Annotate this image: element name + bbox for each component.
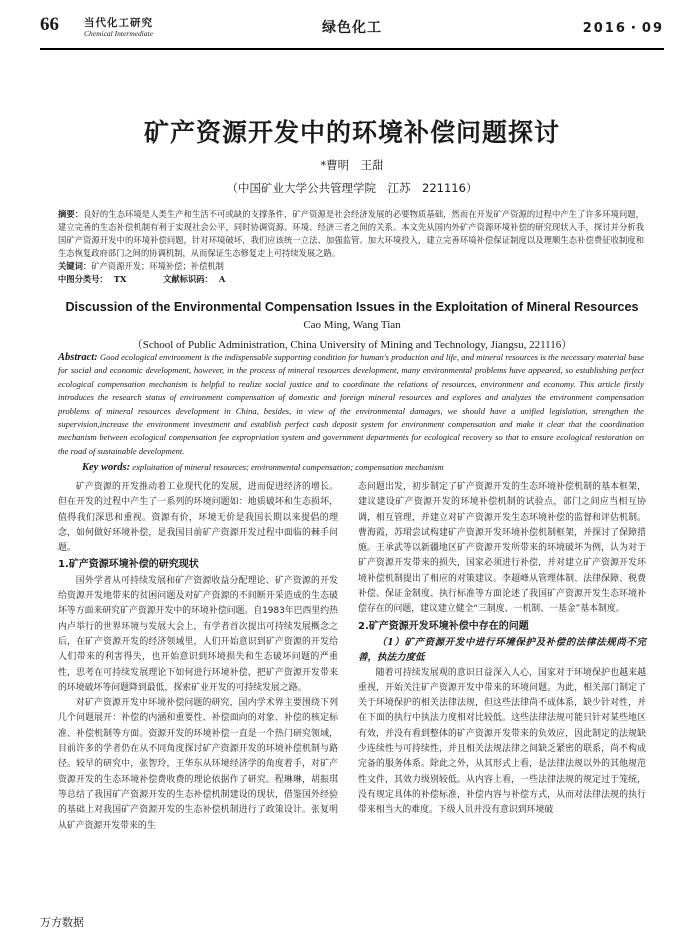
body-column-right (358, 480, 646, 819)
english-keywords-text: exploitation of mineral resources; environmental compensation; compensation mechanism (132, 462, 444, 472)
english-abstract-text: Good ecological environment is the indispensable supporting condition for human's production and life, and mineral resources is the necessary material base for social and economic development, however, in the process of mineral resources development, many environmental problems have appeared, so establishing perfect ecological compensation mechanism is helpful to realize social justice and to coordinate the relations of resources, environment and economy. This article firstly introduces the research status of environment compensation of domestic and foreign mineral resources and explores and analyzes the environment compensation problems of mineral resources development in China, besides, in view of the environmental damages, we should have a unified legislation, strengthen the supervision,increase the environment investment and establish perfect cash deposit system for environment compensation and make it clear that the coordination mechanism between ecological compensation fee expropriation system and government departments for ecological recovery so that to ensure ecological restoration on the road of sustainable development. (58, 352, 644, 456)
subsection-heading: （1）矿产资源开发中进行环境保护及补偿的法律法规尚不完善，执法力度低 (358, 636, 646, 664)
page-number: 66 (40, 14, 59, 35)
body-paragraph: 对矿产资源开发中环境补偿问题的研究，国内学术界主要围绕下列几个问题展开：补偿的内涵和重要性、补偿面向的对象、补偿的核定标准、补偿机制等方面。资源开发的环境补偿一直是一个热门研究领域，目前许多的学者仍在从不同角度探讨矿产资源开发的环境补偿机制与路径。较早的研究中，张智玲，王华东从环境经济学的角度着手，对矿产资源开发的生态环境补偿费收费的理论依据作了研究。程琳琳，胡振琪等总结了我国矿产资源开发的生态补偿机制建设的现状，借鉴国外经验的基础上对我国矿产资源开发的生态补偿机制进行了政策设计。张复明从矿产资源开发带来的生 (58, 698, 338, 831)
keywords-label: 关键词： (58, 261, 92, 271)
article-affiliation: （中国矿业大学公共管理学院 江苏 221116） (226, 181, 478, 195)
clc-value: TX (113, 274, 127, 284)
column-name: 绿色化工 (322, 20, 382, 36)
english-authors: Cao Ming, Wang Tian (303, 319, 401, 331)
abstract-text: 良好的生态环境是人类生产和生活不可或缺的支撑条件，矿产资源是社会经济发展的必要物质基础，然而在开发矿产资源的过程中产生了许多环境问题，建立完善的生态补偿机制有利于实现社会公平，同时协调资源、环境、经济三者之间的关系。本文先从国内外矿产资源环境补偿的研究现状入手，探讨并分析我国矿产资源开发中的环境补偿问题，针对环境破坏，我们应该统一立法、加强监管、加大环境投入，建立完善环境补偿保证制度以及理顺生态补偿费征收制度和生态恢复政府部门之间的协调机制，从而保证生态修复走上可持续发展之路。 (58, 209, 644, 258)
body-paragraph: 态问题出发，初步制定了矿产资源开发的生态环境补偿机制的基本框架，建议建设矿产资源开发的环境补偿机制的试验点，部门之间应当相互协调，相互管理，并建立对矿产资源开发生态环境补偿的监督和评估机制。曹海霞，苏珺尝试构建矿产资源开发环境补偿机制框架，并探讨了保障措施。王承武等以新疆地区矿产资源开发所带来的环境破坏为例，认为对于矿产资源开发带来的损失，国家必须进行补偿，并对建立矿产资源开发环境补偿机制提出了相应的对策建议。李超峰从管理体制、法律保障、税费补偿、保证金制度、执行标准等方面论述了我国矿产资源开发生态环境补偿存在的问题，建议建立健全“三制度、一机制、一基金”基本制度。 (358, 482, 646, 615)
journal-name-en: Chemical Intermediate (84, 29, 153, 38)
doc-code-label: 文献标识码： (163, 274, 213, 284)
english-abstract (58, 351, 644, 458)
section-heading-1: 1.矿产资源环境补偿的研究现状 (58, 559, 199, 571)
keywords-text: 矿产资源开发；环境补偿；补偿机制 (91, 261, 224, 271)
abstract-cn (58, 208, 644, 286)
body-paragraph: 随着可持续发展观的意识日益深入人心，国家对于环境保护也越来越重视，开始关注矿产资源开发中带来的环境问题。为此，相关部门制定了关于环境保护的相关法律法规，但这些法律尚不成体系，缺少针对性，并在下面的执行中执法力度相对比较低。这些法律法规可能只针对某些地区有效，并没有看到整体的矿产资源开发带来的负效应，因此制定的法规缺少连续性与可持续性，并且相关法规法律之间缺乏紧密的联系，尚不构成完备的服务体系。除此之外，从其形式上看，是法律法规以外的其他规范性文件，其效力级别较低。从内容上看，一些法律法规的规定过于笼统，没有规定具体的补偿标准，补偿内容与补偿方式，从而对法律法规的执行带来相当大的难度。下级人员并没有意识到环境破 (358, 667, 646, 816)
english-title: Discussion of the Environmental Compensation Issues in the Exploitation of Mineral Resources (65, 300, 639, 314)
english-keywords-label: Key words: (82, 462, 131, 473)
issue-number: 2016・09 (582, 21, 664, 36)
abstract-label: 摘要： (58, 209, 84, 219)
english-affiliation: （School of Public Administration, China University of Mining and Technology, Jiangsu, 221116） (131, 339, 573, 351)
doc-code-value: A (218, 274, 226, 284)
english-abstract-label: Abstract: (58, 352, 98, 363)
clc-label: 中图分类号： (58, 274, 108, 284)
body-column-left (58, 480, 338, 834)
article-title: 矿产资源开发中的环境补偿问题探讨 (143, 118, 560, 147)
header-divider (40, 48, 664, 50)
english-keywords (82, 462, 642, 473)
body-paragraph: 国外学者从可持续发展和矿产资源收益分配理论、矿产资源的开发给资源开发地带来的贫困问题及对矿产资源的不间断开采造成的生态破坏等方面来研究矿产资源开发中的环境补偿问题。自1983年巴西里约热内卢举行的世界环境与发展大会上，有学者首次提出可持续发展概念之后，在矿产资源开发的经济领域里，人们开始意识到矿产资源的开发给人们带来的利害得失，也开始意识到环境损失和生态破坏问题的严重性，思考在可持续发展理论下如何进行环境补偿，把矿产资源开发带来的环境破坏等问题降到最低，探索矿业开发的可持续发展之路。 (58, 575, 338, 693)
footer-source: 万方数据 (40, 916, 84, 929)
page-header (40, 14, 664, 44)
journal-name-cn: 当代化工研究 (84, 17, 153, 29)
article-authors: *曹明 王甜 (320, 158, 384, 172)
body-paragraph: 矿产资源的开发推动着工业现代化的发展，进而促进经济的增长。但在开发的过程中产生了一系列的环境问题如：地质破坏和生态损坏，值得我们深思和重视。资源有价，环境无价是我国长期以来提倡的理念，如何做好环境补偿，是我国目前矿产资源开发过程中面临的棘手问题。 (58, 482, 338, 554)
section-heading-2: 2.矿产资源开发环境补偿中存在的问题 (358, 620, 529, 632)
